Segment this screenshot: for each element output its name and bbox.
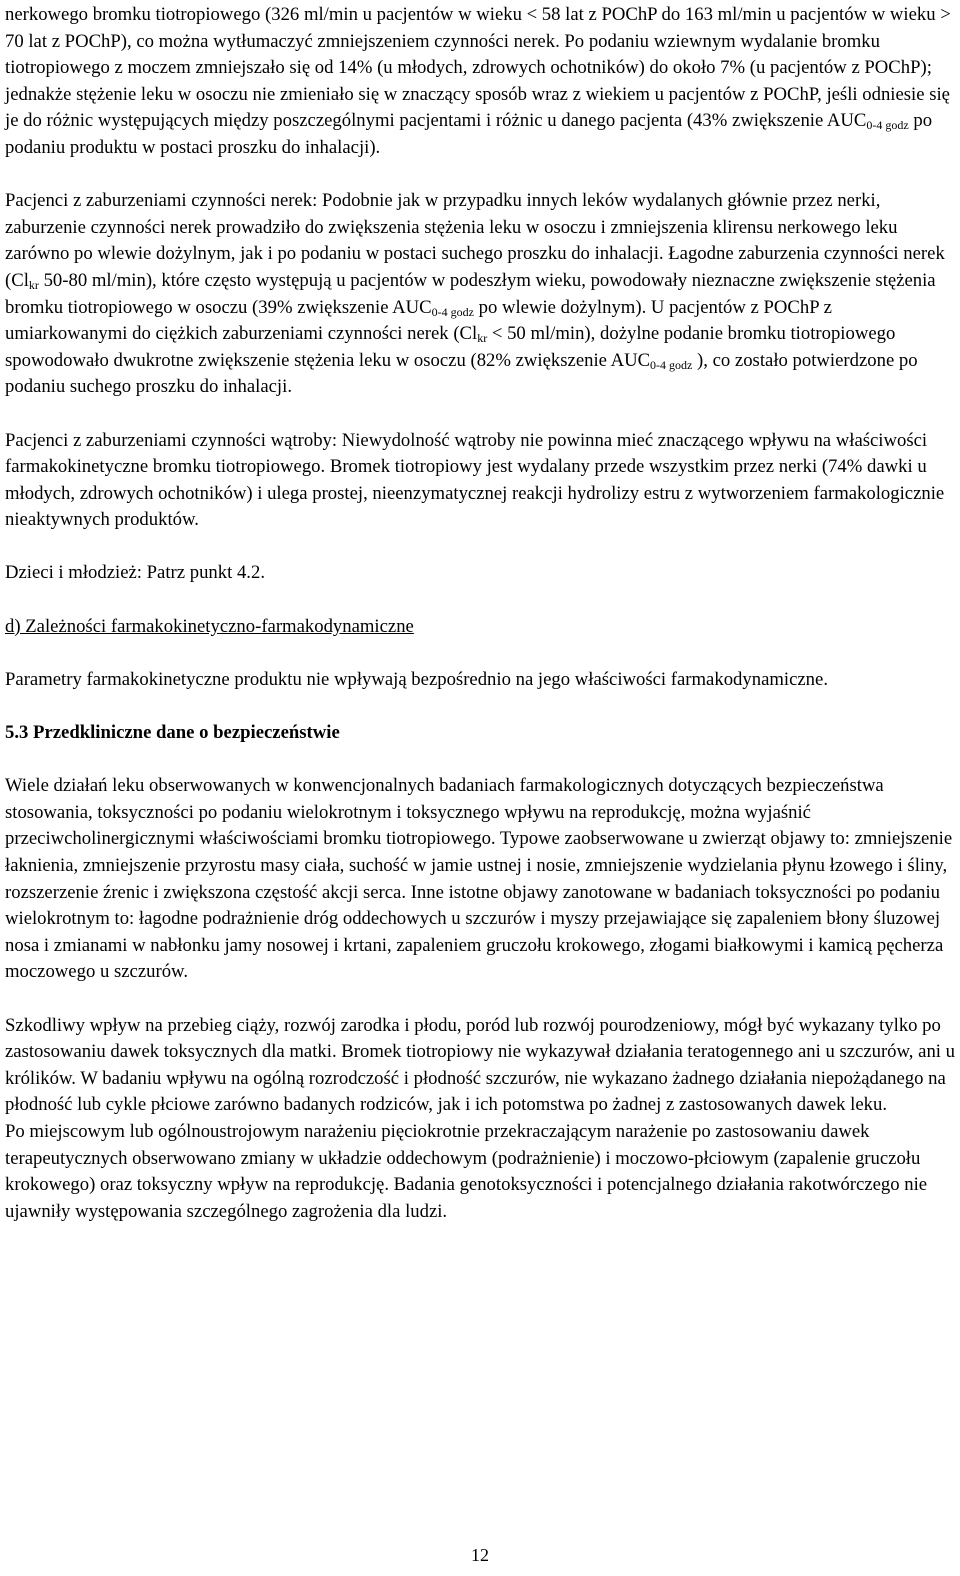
text: nerkowego bromku tiotropiowego (326 ml/min u pacjentów w wieku < 58 lat z POChP do 163 ml/min u pacjentów w wieku > 70 lat z POChP), co można wytłumaczyć zmniejszeniem czynności nerek. Po podaniu wziewnym wydalanie bromku tiotropiowego z moczem zmniejszało się od 14% (u młodych, zdrowych ochotników) do około 7% (u pacjentów z POChP); jednakże stężenie leku w osoczu nie zmieniało się w znaczący sposób wraz z wiekiem u pacjentów z POChP, jeśli odniesie się je do różnic występujących między poszczególnymi pacjentami i różnic u danego pacjenta (43% zwiększenie AUC (5, 4, 951, 132)
subscript: 0-4 godz (866, 118, 909, 133)
subscript: kr (28, 277, 39, 292)
text: po wlewie dożylnym). U pacjentów z POChP z umiarkowanymi do ciężkich zaburzeniami czynności nerek (Cl (5, 296, 832, 345)
text: po podaniu produktu w postaci proszku do inhalacji). (5, 110, 933, 158)
subscript: 0-4 godz (431, 304, 474, 319)
section-heading-pk-pd: d) Zależności farmakokinetyczno-farmakodynamiczne (5, 615, 414, 637)
paragraph-preclinical-effects: Wiele działań leku obserwowanych w konwencjonalnych badaniach farmakologicznych dotyczących bezpieczeństwa stosowania, toksyczności po podaniu wielokrotnym i toksycznego wpływu na reprodukcję, można wyjaśnić przeciwcholinergicznymi właściwościami bromku tiotropiowego. Typowe zaobserwowane u zwierząt objawy to: zmniejszenie łaknienia, zmniejszenie przyrostu masy ciała, suchość w jamie ustnej i nosie, zmniejszenie wydzielania płynu łzowego i śliny, rozszerzenie źrenic i zwiększona częstość akcji serca. Inne istotne objawy zanotowane w badaniach toksyczności po podaniu wielokrotnym to: łagodne podrażnienie dróg oddechowych u szczurów i myszy przejawiające się zapaleniem błony śluzowej nosa i zmianami w nabłonku jamy nosowej i krtani, zapaleniem gruczołu krokowego, złogami białkowymi i kamicą pęcherza moczowego u szczurów. (5, 775, 953, 983)
paragraph-renal-impairment (5, 188, 955, 401)
paragraph-renal-clearance-age (5, 2, 955, 162)
text: ), co zostało potwierdzone po podaniu suchego proszku do inhalacji. (5, 349, 918, 398)
document-page (5, 2, 955, 1225)
paragraph-pediatric: Dzieci i młodzież: Patrz punkt 4.2. (5, 562, 265, 584)
section-heading-preclinical: 5.3 Przedkliniczne dane o bezpieczeństwie (5, 722, 340, 744)
paragraph-hepatic-impairment: Pacjenci z zaburzeniami czynności wątroby: Niewydolność wątroby nie powinna mieć znaczącego wpływu na właściwości farmakokinetyczne bromku tiotropiowego. Bromek tiotropiowy jest wydalany przede wszystkim przez nerki (74% dawki u młodych, zdrowych ochotników) i ulega prostej, nieenzymatycznej reakcji hydrolizy estru z wytworzeniem farmakologicznie nieaktywnych produktów. (5, 429, 945, 531)
text: 50-80 ml/min), które często występują u pacjentów w podeszłym wieku, powodowały nieznaczne zwiększenie stężenia bromku tiotropiowego w osoczu (39% zwiększenie AUC (5, 269, 936, 318)
paragraph-genotoxicity: Po miejscowym lub ogólnoustrojowym narażeniu pięciokrotnie przekraczającym narażenie po zastosowaniu dawek terapeutycznych obserwowano zmiany w układzie oddechowym (podrażnienie) i moczowo-płciowym (zapalenie gruczołu krokowego) oraz toksyczny wpływ na reprodukcję. Badania genotoksyczności i potencjalnego działania rakotwórczego nie ujawniły występowania szczególnego zagrożenia dla ludzi. (5, 1120, 928, 1222)
subscript: 0-4 godz (650, 357, 693, 372)
page-number: 12 (471, 1545, 489, 1565)
paragraph-pk-pd: Parametry farmakokinetyczne produktu nie wpływają bezpośrednio na jego właściwości farmakodynamiczne. (5, 668, 828, 690)
text: Pacjenci z zaburzeniami czynności nerek: Podobnie jak w przypadku innych leków wydalanych głównie przez nerki, zaburzenie czynności nerek prowadziło do zwiększenia stężenia leku w osoczu i zmniejszenia klirensu nerkowego leku zarówno po wlewie dożylnym, jak i po podaniu w postaci suchego proszku do inhalacji. Łagodne zaburzenia czynności nerek (Cl (5, 190, 945, 291)
subscript: kr (477, 331, 488, 346)
paragraph-reproductive-toxicity: Szkodliwy wpływ na przebieg ciąży, rozwój zarodka i płodu, poród lub rozwój pourodzeniowy, mógł być wykazany tylko po zastosowaniu dawek toksycznych dla matki. Bromek tiotropiowy nie wykazywał działania teratogennego ani u szczurów, ani u królików. W badaniu wpływu na ogólną rozrodczość i płodność szczurów, nie wykazano żadnego działania niepożądanego na płodność lub cykle płciowe zarówno badanych rodziców, jak i ich potomstwa po żadnej z zastosowanych dawek leku. (5, 1014, 955, 1116)
text: < 50 ml/min), dożylne podanie bromku tiotropiowego spowodowało dwukrotne zwiększenie stężenia leku w osoczu (82% zwiększenie AUC (5, 323, 896, 371)
